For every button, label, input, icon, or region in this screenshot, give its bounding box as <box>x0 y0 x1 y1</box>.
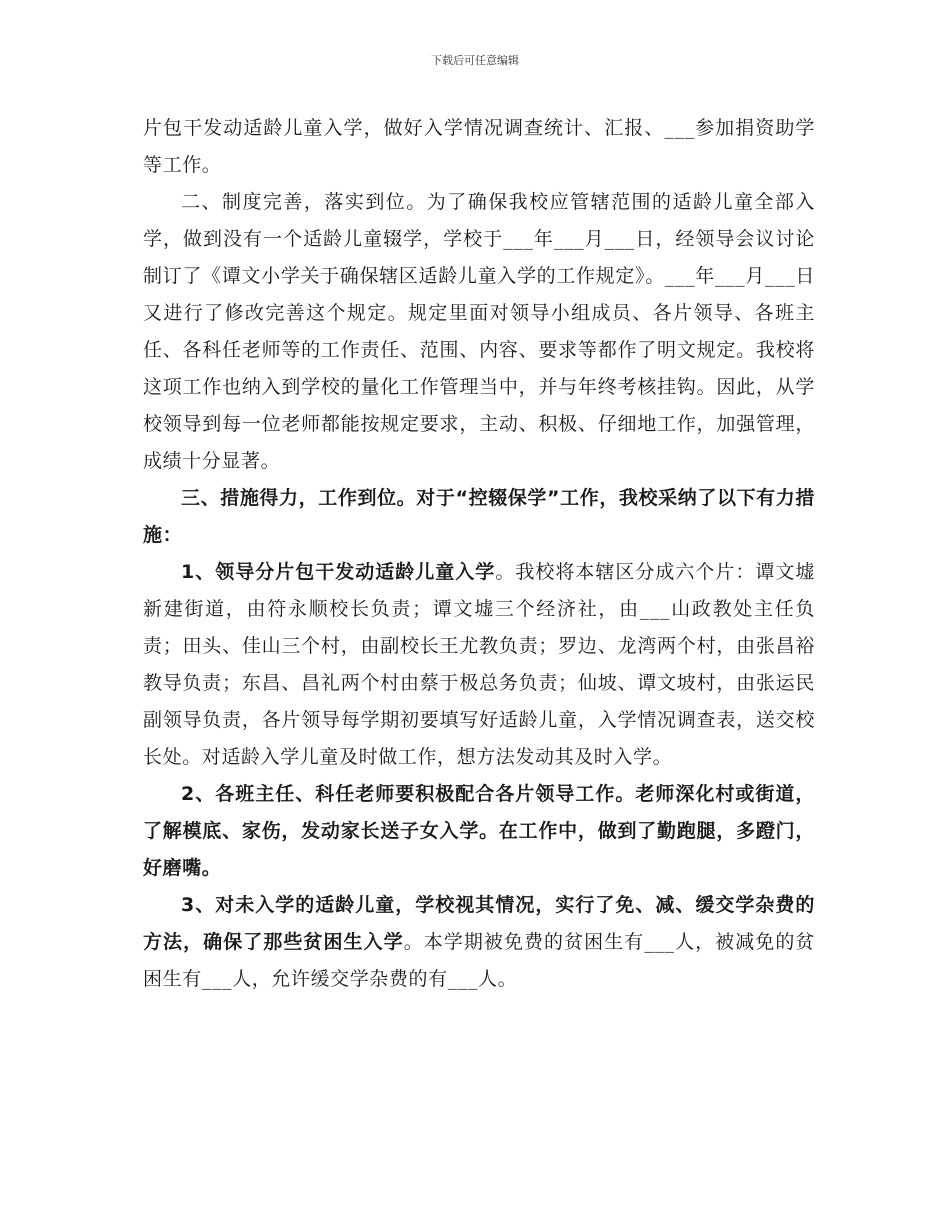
measure-one-heading: 1、领导分片包干发动适龄儿童入学 <box>181 561 496 583</box>
measure-three-body: 。本学期被免费的贫困生有___人，被减免的贫困生有___人，允许缓交学杂费的有___人。 <box>143 931 815 990</box>
paragraph-measure-two: 2、各班主任、科任老师要积极配合各片领导工作。老师深化村或街道，了解模底、家伤，发动家长送子女入学。在工作中，做到了勤跑腿，多蹬门，好磨嘴。 <box>143 783 815 879</box>
paragraph-section-three-heading: 三、措施得力，工作到位。对于“控辍保学”工作，我校采纳了以下有力措施： <box>143 487 815 546</box>
paragraph-measure-one <box>143 554 815 776</box>
paragraph-section-two: 二、制度完善，落实到位。为了确保我校应管辖范围的适龄儿童全部入学，做到没有一个适龄儿童辍学，学校于___年___月___日，经领导会议讨论制订了《谭文小学关于确保辖区适龄儿童入学的工作规定》。___年___月___日又进行了修改完善这个规定。规定里面对领导小组成员、各片领导、各班主任、各科任老师等的工作责任、范围、内容、要求等都作了明文规定。我校将这项工作也纳入到学校的量化工作管理当中，并与年终考核挂钩。因此，从学校领导到每一位老师都能按规定要求，主动、积极、仔细地工作，加强管理，成绩十分显著。 <box>143 191 815 472</box>
page-header: 下载后可任意编辑 <box>431 54 519 67</box>
measure-one-body: 。我校将本辖区分成六个片：谭文墟新建街道，由符永顺校长负责；谭文墟三个经济社，由___山政教处主任负责；田头、佳山三个村，由副校长王尤教负责；罗边、龙湾两个村，由张昌裕教导负责；东昌、昌礼两个村由蔡于极总务负责；仙坡、谭文坡村，由张运民副领导负责，各片领导每学期初要填写好适龄儿童，入学情况调查表，送交校长处。对适龄入学儿童及时做工作，想方法发动其及时入学。 <box>143 561 815 768</box>
paragraph-measure-three <box>143 887 815 998</box>
measure-three-heading: 3、对未入学的适龄儿童，学校视其情况，实行了免、减、缓交学杂费的方法，确保了那些贫困生入学 <box>143 894 815 953</box>
paragraph-continuation: 片包干发动适龄儿童入学，做好入学情况调查统计、汇报、___参加捐资助学等工作。 <box>143 117 815 176</box>
document-body <box>143 110 815 998</box>
